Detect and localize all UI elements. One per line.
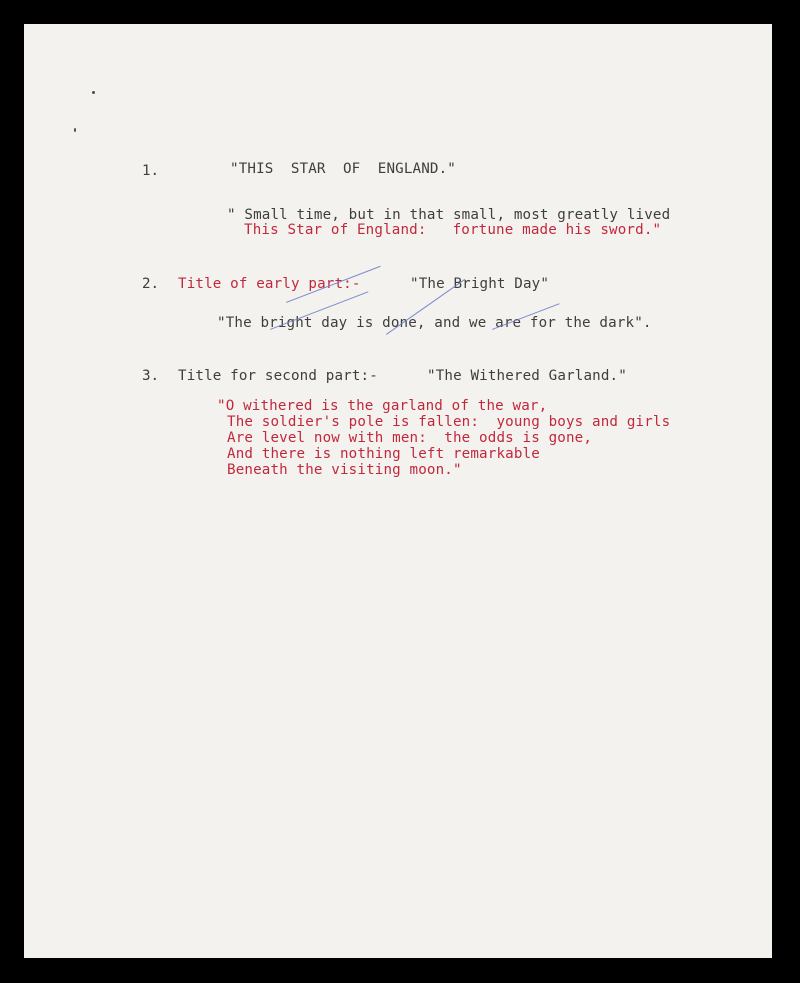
poem-line-2: The soldier's pole is fallen: young boys and girls [227, 414, 671, 430]
section-1-number: 1. [142, 163, 160, 179]
section-3-label: Title for second part:- [178, 368, 378, 384]
section-2-label: Title of early part:- [178, 276, 361, 292]
poem-line-4: And there is nothing left remarkable [227, 446, 540, 462]
poem-line-3: Are level now with men: the odds is gone, [227, 430, 593, 446]
section-3-title: "The Withered Garland." [427, 368, 627, 384]
section-1-title: "THIS STAR OF ENGLAND." [230, 161, 456, 177]
ink-speck [74, 128, 76, 132]
section-1-quote-line-2: This Star of England: fortune made his sword." [244, 222, 662, 238]
section-2-title: "The Bright Day" [410, 276, 550, 292]
poem-line-5: Beneath the visiting moon." [227, 462, 462, 478]
section-2-number: 2. [142, 276, 160, 292]
section-2-quote: "The bright day is done, and we are for the dark". [217, 315, 652, 331]
poem-line-1: "O withered is the garland of the war, [217, 398, 548, 414]
ink-speck [92, 91, 95, 94]
section-3-number: 3. [142, 368, 160, 384]
section-1-quote-line-1: " Small time, but in that small, most greatly lived [227, 207, 671, 223]
document-page [24, 24, 772, 958]
